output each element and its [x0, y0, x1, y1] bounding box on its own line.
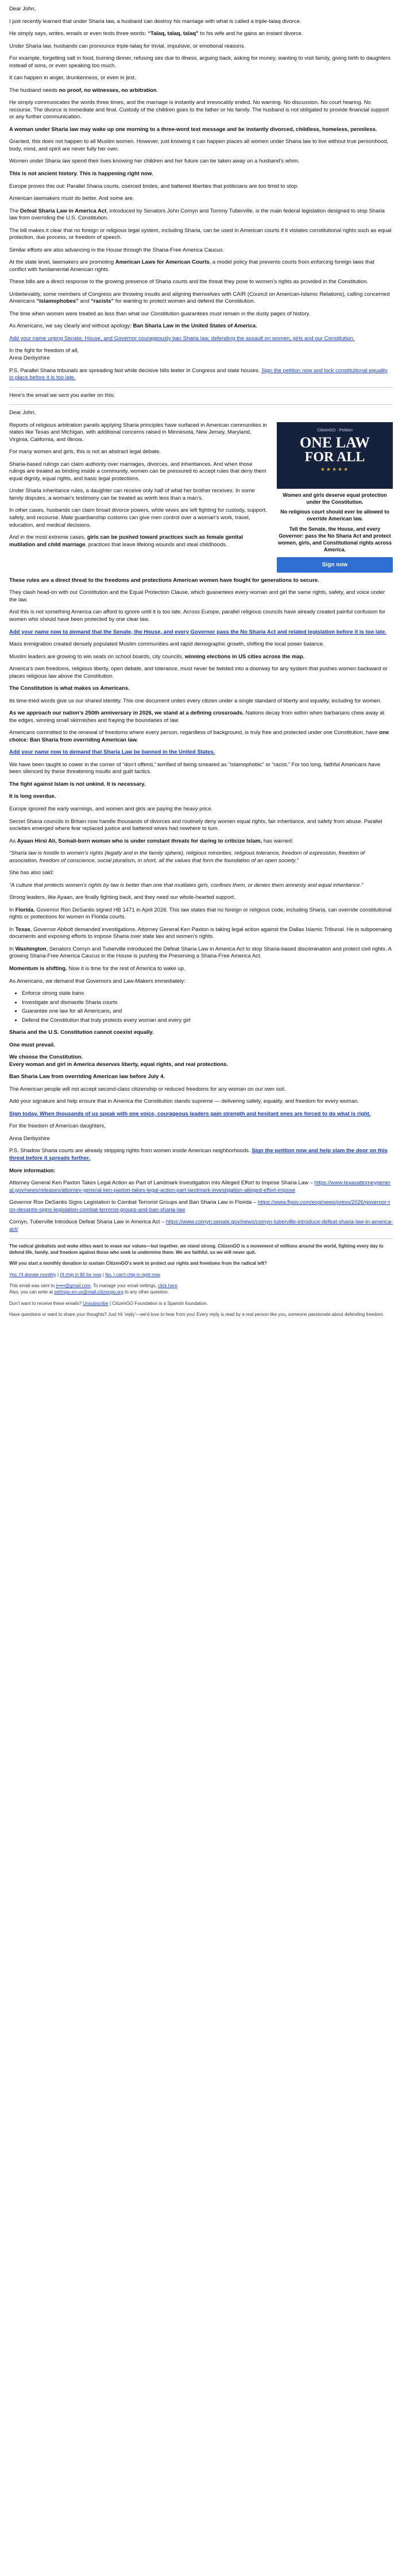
paragraph: Europe ignored the early warnings, and women and girls are paying the heavy price.: [9, 806, 213, 812]
paragraph: They clash head-on with our Constitution and the Equal Protection Clause, which guarantees every woman and girl the same rights, safety, and voice under the law.: [9, 589, 385, 603]
petition-link[interactable]: Add your name now to demand that Sharia Law be banned in the United States.: [9, 749, 215, 756]
quote: “Sharia law is hostile to women’s rights (legally and in the family sphere), religious minorities, religious tolerance, freedom of expression, freedom of association, freedom of conscience, social pluralism, in short, all the values that form the foundation of an open society.”: [9, 850, 365, 864]
reply-note: Have questions or want to share your thoughts? Just hit 'reply'—we'd love to hear from you! Every reply is read by a real person like you, someone passionate about defending freedom.: [9, 1312, 384, 1318]
quote: “A culture that protects women’s rights by law is better than one that mutilates girls, confines them, or denies them amnesty and equal inheritance.”: [9, 882, 364, 889]
paragraph: Europe proves this out: Parallel Sharia courts, coerced brides, and battered liberties that politicians are too timid to stop.: [9, 183, 299, 190]
paragraph: Mass immigration created densely populated Muslim communities and rapid demographic growth, shifting the local power balance.: [9, 641, 324, 648]
reference-link[interactable]: https://www.flgov.com/eog/news/press/2026/governor-ron-desantis-signs-legislation-combat-terrorist-groups-and-ban-sharia-law: [9, 1199, 391, 1213]
paragraph: Sharia and the U.S. Constitution cannot coexist equally.: [9, 1029, 154, 1036]
paragraph: Sharia-based rulings can claim authority over marriages, divorces, and inheritances. And when those rulings are treated as binding inside a community, women can be pressured to accept rules that deny them equal dignity, equal rights, and basic legal protections.: [9, 461, 266, 482]
ad-tag: CitizenGO · Petition: [317, 428, 353, 432]
paragraph: The husband needs no proof, no witnesses, no arbitration.: [9, 87, 159, 94]
paragraph: Unbelievably, some members of Congress are throwing insults and aligning themselves with CAIR (Council on American-Islamic Relations), calling concerned Americans “Islamophobes” and “racists” for wanting to protect women and defend the Constitution.: [9, 291, 390, 305]
petition-ad[interactable]: [277, 422, 393, 573]
ad-headline: FOR ALL: [304, 449, 365, 465]
petition-link[interactable]: Sign today. When thousands of us speak with one voice, courageous leaders gain strength and hesitant ones are forced to do what is right.: [9, 1110, 371, 1117]
paragraph: We have been taught to cower in the corner of “don’t offend,” terrified of being smeared as “Islamophobic” or “racist.” For too long, faithful Americans have been silenced by these threatening insults and guilt tactics.: [9, 761, 380, 775]
reference-link[interactable]: https://www.texasattorneygeneral.gov/news/releases/attorney-general-ken-paxton-takes-legal-action-part-landmark-investigation-alleged-effort-impose: [9, 1180, 391, 1194]
paragraph: For the freedom of American daughters,: [9, 1123, 106, 1130]
signature: Anna Derbyshire: [9, 1135, 50, 1142]
paragraph: We choose the Constitution. Every woman and girl in America deserves liberty, equal rights, and real protections.: [9, 1054, 229, 1068]
divider: [9, 1238, 393, 1239]
donate-monthly-link[interactable]: Yes, I'll donate monthly: [9, 1272, 56, 1277]
paragraph: In Washington, Senators Cornyn and Tuberville introduced the Defeat Sharia Law in America Act to stop Sharia-based discrimination and protect civil rights. A growing Sharia-Free America Caucus in the House is pushing the Preserving a Sharia-Free America Act.: [9, 945, 392, 960]
paragraph: A woman under Sharia law may wake up one morning to a three-word text message and be instantly divorced, childless, homeless, penniless.: [9, 126, 377, 133]
unsubscribe-link[interactable]: Unsubscribe: [83, 1300, 109, 1306]
paragraph: Add your signature and help ensure that in America the Constitution stands supreme — delivering safety, equality, and freedom for every woman.: [9, 1098, 360, 1105]
divider: [9, 387, 393, 388]
paragraph: Under Sharia inheritance rules, a daughter can receive only half of what her brother receives. In some family disputes, a woman’s testimony can be treated as worth less than a man’s.: [9, 488, 255, 501]
paragraph: Strong leaders, like Ayaan, are finally fighting back, and they need our whole-hearted support.: [9, 894, 235, 901]
manage-settings-link[interactable]: click here: [157, 1283, 177, 1289]
ad-banner[interactable]: [277, 422, 393, 489]
paragraph: Granted, this does not happen to all Muslim women. However, just knowing it can happen places all women under Sharia law to live without true personhood, body, mind, and spirit are never fully her own.: [9, 138, 389, 152]
paragraph: The bill makes it clear that no foreign or religious legal system, including Sharia, can be used in American courts if it violates constitutional rights such as equal protection, due process, or freedom of speech.: [9, 227, 392, 241]
paragraph: And in the most extreme cases, girls can be pushed toward practices such as female genital mutilation and child marriage, practices that leave lifelong wounds and steal childhoods.: [9, 534, 243, 548]
reference-link[interactable]: https://www.cornyn.senate.gov/news/cornyn-tuberville-introduce-defeat-sharia-law-in-america-act/: [9, 1219, 393, 1233]
donation-question: Will you start a monthly donation to sustain CitizenGO's work to protect our rights and freedoms from the radical left?: [9, 1261, 267, 1266]
paragraph: At the state level, lawmakers are promoting American Laws for American Courts, a model policy that prevents courts from enforcing foreign laws that conflict with fundamental American rights.: [9, 259, 374, 273]
divider: [9, 404, 393, 405]
paragraph: Ban Sharia Law from overriding American law before July 4.: [9, 1073, 165, 1080]
paragraph: It can happen in anger, drunkenness, or even in jest.: [9, 75, 136, 82]
ad-text: No religious court should ever be allowed to override American law.: [280, 509, 389, 522]
paragraph: Secret Sharia councils in Britain now handle thousands of divorces and routinely deny women equal rights, fair inheritance, and safety from abuse. Parallel societies emerged where fear replaced justice and battered wives had nowhere to turn.: [9, 818, 382, 832]
paragraph: Momentum is shifting. Now it is time for the rest of America to wake up.: [9, 965, 185, 972]
stars-icon: ★★★★★: [320, 466, 350, 472]
paragraph: In Texas, Governor Abbott demanded investigations. Attorney General Ken Paxton is taking legal action against the Dallas Islamic Tribunal. He is subpoenaing documents and exposing efforts to impose Sharia over state law and women’s rights.: [9, 926, 392, 940]
paragraph: American lawmakers must do better. And some are.: [9, 195, 134, 202]
sign-now-button[interactable]: Sign now: [277, 557, 393, 573]
more-info-heading: More information:: [9, 1167, 56, 1174]
paragraph: The fight against Islam is not unkind. It is necessary.: [9, 781, 146, 787]
paragraph: Women under Sharia law spend their lives knowing her children and her future can be taken away on a husband’s whim.: [9, 158, 300, 165]
petition-link[interactable]: Add your name now to demand that the Senate, the House, and every Governor pass the No Sharia Act and related legislation before it is too late.: [9, 628, 386, 635]
paragraph: Reports of religious arbitration panels applying Sharia principles have surfaced in American communities in states like Texas and Michigan, with additional concerns raised in Minnesota, New Jersey, Maryland, Virginia, California, and Illinois.: [9, 422, 267, 443]
footer-tagline: The radical globalists and woke elites want to erase our values—but together, we stand strong. CitizenGO is a movement of millions around the world, fighting every day to defend life, family, and freedom against those who seek to undermine them. We are faithful, so we will never quit.: [9, 1243, 384, 1255]
petition-link[interactable]: Add your name urging Senate, House, and Governor courageously ban Sharia law, defending the assault on women, girls and our Constitution.: [9, 335, 355, 342]
paragraph: These rules are a direct threat to the freedoms and protections American women have fought for generations to secure.: [9, 577, 319, 584]
paragraph: These bills are a direct response to the growing presence of Sharia courts and the threat they pose to women’s rights as provided in the Constitution.: [9, 279, 369, 285]
paragraph: Its time-tried words give us our shared identity. This one document unites every citizen under a single standard of liberty and equality, including for women.: [9, 697, 382, 704]
ad-text: Tell the Senate, the House, and every Governor: pass the No Sharia Act and protect women, girls, and Constitutional rights across America.: [277, 526, 392, 553]
paragraph: In Florida, Governor Ron DeSantis signed HB 1471 in April 2026. This law states that no foreign or religious code, including Sharia, can override constitutional rights or protections for women in Florida courts.: [9, 906, 392, 921]
petition-link[interactable]: Sign the petition now and help slam the door on this threat before it spreads further.: [9, 1148, 388, 1161]
list-item: • Enforce strong state bans: [22, 990, 393, 998]
demands-list: [9, 990, 393, 1024]
greeting: Dear John,: [9, 410, 36, 416]
paragraph: The time when women were treated as less than what our Constitution guarantees must remain in the dusty pages of history.: [9, 310, 311, 317]
reference: Attorney General Ken Paxton Takes Legal Action as Part of Landmark Investigation into Alleged Effort to Impose Sharia Law – https://www.texasattorneygeneral.gov/news/releases/attorney-general-ken-paxton-takes-legal-action-part-landmark-investigation-alleged-effort-impose: [9, 1180, 391, 1194]
paragraph: One must prevail.: [9, 1041, 55, 1048]
paragraph: Under Sharia law, husbands can pronounce triple-talaq for trivial, impulsive, or emotional reasons.: [9, 43, 246, 49]
postscript: P.S. Parallel Sharia tribunals are spreading fast while decisive bills teeter in Congress and state houses. Sign the petition now and lock constitutional equality in place before it is too late.: [9, 367, 388, 381]
email-settings-text: This email was sent to j•••••@gmail.com. To manage your email settings, click here. Also, you can write at settings-en-us@mail.citizengo.org to any other question.: [9, 1283, 179, 1295]
paragraph: As Americans, we demand that Governors and Law-Makers immediately:: [9, 978, 185, 984]
paragraph: Similar efforts are also advancing in the House through the Sharia-Free America Caucus.: [9, 246, 225, 253]
signature: Anna Derbyshire: [9, 355, 50, 361]
reference: Cornyn, Tuberville Introduce Defeat Sharia Law in America Act – https://www.cornyn.senate.gov/news/cornyn-tuberville-introduce-defeat-sharia-law-in-america-act/: [9, 1219, 393, 1233]
recipient-email[interactable]: j•••••@gmail.com: [56, 1283, 91, 1289]
paragraph: The American people will not accept second-class citizenship or reduced freedoms for any woman on our own soil.: [9, 1086, 286, 1092]
paragraph: And this is not something America can afford to ignore until it is too late. Across Europe, parallel religious councils have already created painful confusion for women who should have been protected by one clear law.: [9, 609, 386, 623]
petition-link[interactable]: Sign the petition now and lock constitutional equality in place before it is too late.: [9, 367, 388, 381]
paragraph: This is not ancient history. This is happening right now.: [9, 170, 153, 177]
postscript: P.S. Shadow Sharia courts are already stripping rights from women inside American neighborhoods. Sign the petition now and help slam the door on this threat before it spreads further.: [9, 1148, 388, 1161]
paragraph: I just recently learned that under Sharia law, a husband can destroy his marriage with what is called a triple-talaq divorce.: [9, 18, 302, 25]
unsubscribe-text: Don't want to receive these emails? Unsubscribe | CitizenGO Foundation is a Spanish foundation.: [9, 1300, 208, 1306]
paragraph: The Constitution is what makes us Americans.: [9, 685, 130, 692]
donate-once-link[interactable]: I'll chip in $5 for now: [60, 1272, 102, 1277]
ad-headline: ONE LAW: [299, 434, 370, 451]
paragraph: As we approach our nation’s 250th anniversary in 2026, we stand at a defining crossroads. Nations decay from within when barbarians chew away at the edges, winning small skirmishes and fraying the boundaries of law.: [9, 710, 385, 724]
paragraph: As Ayaan Hirsi Ali, Somali-born woman who is under constant threats for daring to criticize Islam, has warned:: [9, 837, 293, 844]
paragraph: She has also said:: [9, 870, 54, 876]
list-item: • Investigate and dismantle Sharia courts: [22, 999, 393, 1007]
list-item: • Guarantee one law for all Americans, and: [22, 1008, 393, 1015]
paragraph: He simply says, writes, emails or even texts three words: “Talaq, talaq, talaq” to his wife and he gains an instant divorce.: [9, 30, 303, 37]
reference: Governor Ron DeSantis Signs Legislation to Combat Terrorist Groups and Ban Sharia Law in Florida – https://www.flgov.com/eog/news/press/2026/governor-ron-desantis-signs-legislation-combat-terrorist-groups-and-ban-sharia-law: [9, 1199, 391, 1213]
paragraph: It is long overdue.: [9, 793, 56, 800]
greeting: Dear John,: [9, 6, 36, 12]
decline-donation-link[interactable]: No, I can't chip in right now: [105, 1272, 160, 1277]
paragraph: America’s own freedoms, religious liberty, open debate, and tolerance, must never be twisted into a doorway for any system that pushes women backward or places religious law above the Constitution.: [9, 666, 388, 679]
paragraph: Americans committed to the renewal of freedoms where every person, regardless of background, is truly free and protected under one Constitution, have one choice: Ban Sharia from overriding American law.: [9, 729, 389, 743]
donation-options: Yes, I'll donate monthly | I'll chip in $5 for now | No, I can't chip in right now: [9, 1272, 160, 1277]
intro-text: Here's the email we sent you earlier on this:: [9, 392, 115, 399]
paragraph: The Defeat Sharia Law in America Act, introduced by Senators John Cornyn and Tommy Tuberville, is the main federal legislation designed to stop Sharia law from overriding the U.S. Constitution.: [9, 207, 385, 222]
list-item: • Defend the Constitution that truly protects every woman and every girl: [22, 1017, 393, 1025]
paragraph: In the fight for freedom of all, Anna Derbyshire: [9, 347, 79, 361]
paragraph: For many women and girls, this is not an abstract legal debate.: [9, 449, 161, 455]
ad-text: Women and girls deserve equal protection under the Constitution.: [283, 492, 387, 505]
paragraph: Muslim leaders are growing to win seats on school boards, city councils, winning elections in US cities across the map.: [9, 653, 305, 660]
paragraph: For example, forgetting salt in food, burning dinner, refusing sex due to illness, arguing back, asking for money, wanting to visit family, giving birth to daughters instead of sons, or even speaking too much.: [9, 55, 391, 69]
support-email-link[interactable]: settings-en-us@mail.citizengo.org: [54, 1289, 123, 1295]
paragraph: In other cases, husbands can claim broad divorce powers, while wives are left fighting for custody, support, safety, and recourse. Male guardianship customs can give men control over a woman’s work, travel, education, and medical decisions.: [9, 507, 267, 528]
paragraph: He simply communicates the words three times, and the marriage is instantly and irrevocably ended. No warning. No discussion. No court hearing. No recourse. The divorce is immediate and final. Custody of the children goes to the father or his family. The husband is not obligated to provide financial support or any further communication.: [9, 99, 389, 121]
paragraph: As Americans, we say clearly and without apology: Ban Sharia Law in the United States of America.: [9, 323, 257, 330]
